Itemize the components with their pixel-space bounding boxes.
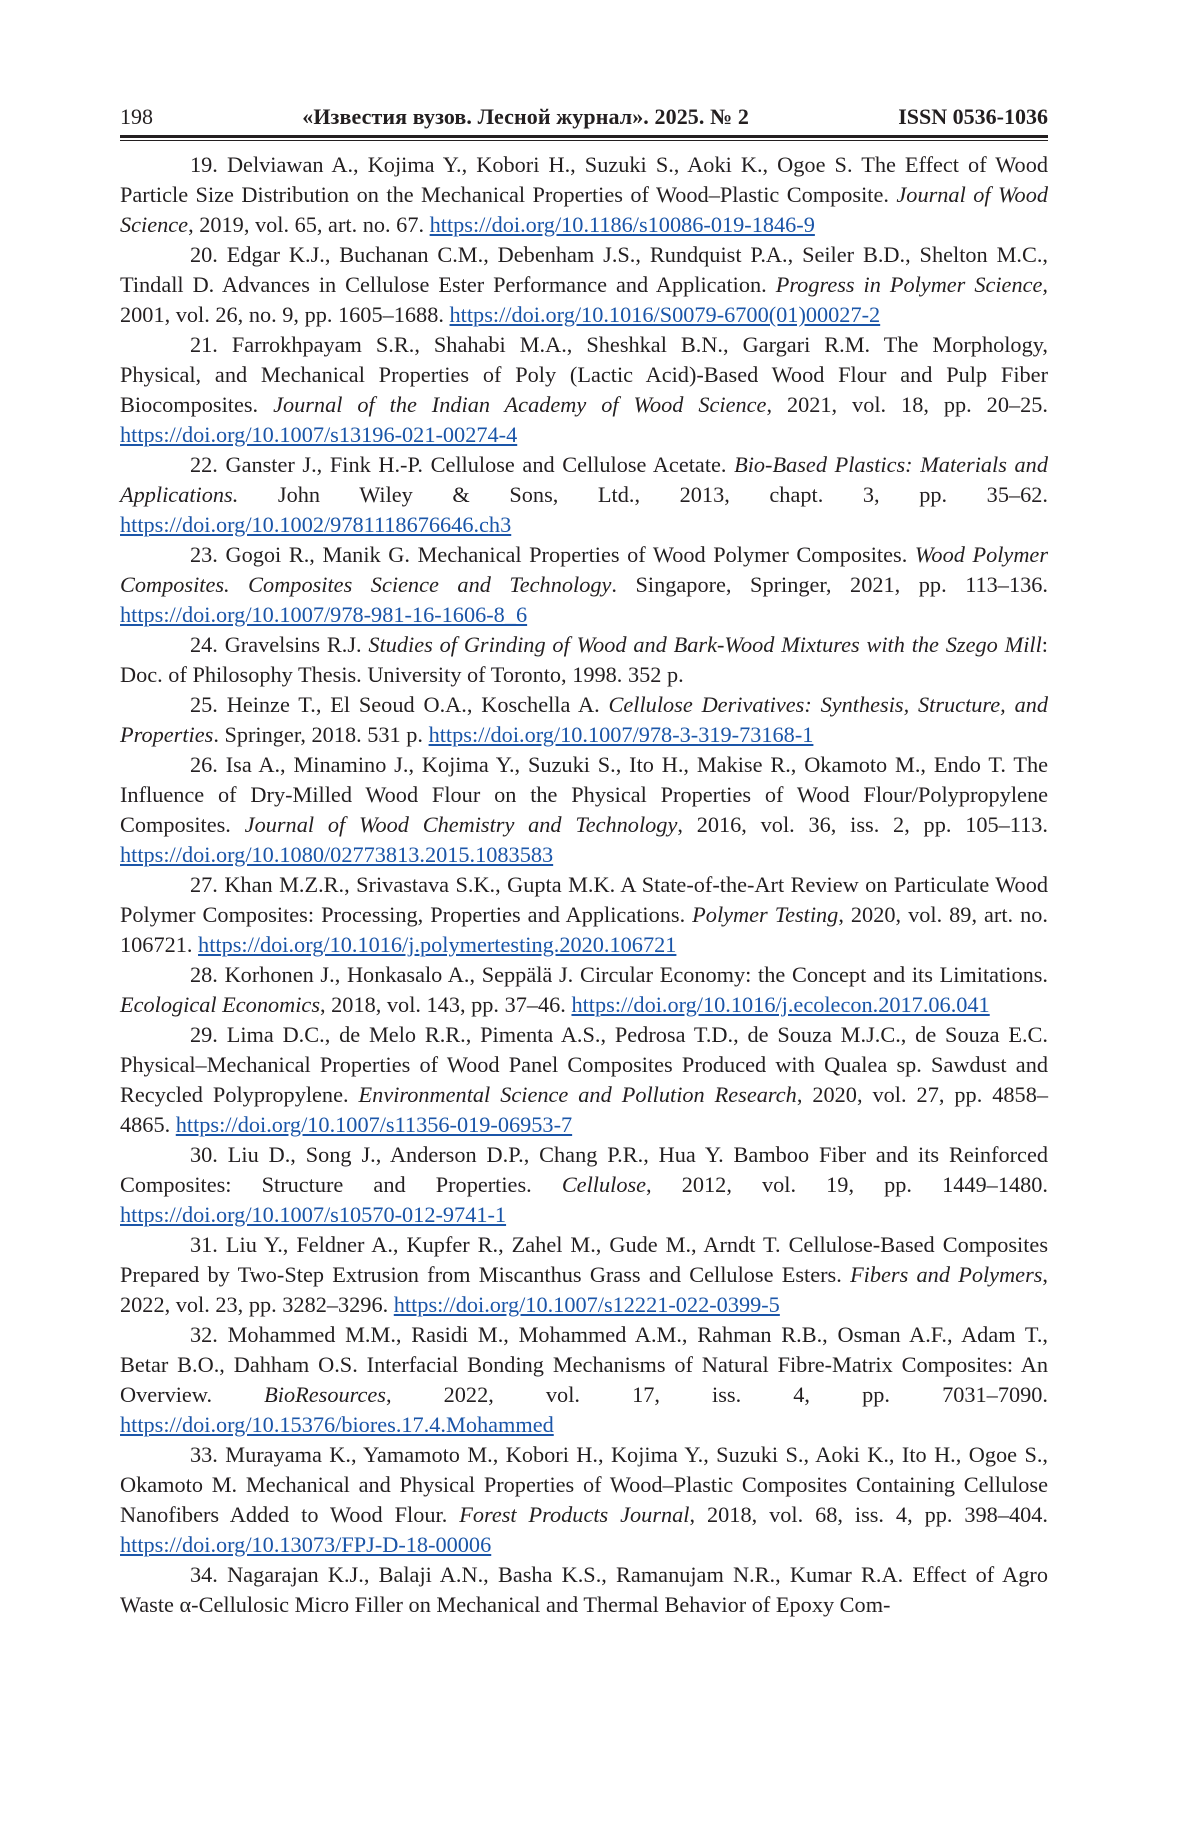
- doi-link[interactable]: https://doi.org/10.1016/j.polymertesting.2020.106721: [198, 932, 677, 957]
- reference-item: 24. Gravelsins R.J. Studies of Grinding of Wood and Bark-Wood Mixtures with the Szego Mill: Doc. of Philosophy Thesis. University of Toronto, 1998. 352 p.: [120, 632, 1048, 687]
- reference-item: 28. Korhonen J., Honkasalo A., Seppälä J. Circular Economy: the Concept and its Limitations. Ecological Economics, 2018, vol. 143, pp. 37–46. https://doi.org/10.1016/j.ecolecon.2017.06.041: [120, 962, 1048, 1017]
- journal-page: [120, 104, 1048, 1620]
- reference-item: 19. Delviawan A., Kojima Y., Kobori H., Suzuki S., Aoki K., Ogoe S. The Effect of Wood Particle Size Distribution on the Mechanical Properties of Wood–Plastic Composite. Journal of Wood Science, 2019, vol. 65, art. no. 67. https://doi.org/10.1186/s10086-019-1846-9: [120, 152, 1049, 237]
- reference-item: 22. Ganster J., Fink H.-P. Cellulose and Cellulose Acetate. Bio-Based Plastics: Materials and Applications. John Wiley & Sons, Ltd., 2013, chapt. 3, pp. 35–62. https://doi.org/10.1002/9781118676646.ch3: [120, 452, 1048, 537]
- reference-list: [120, 150, 1048, 1620]
- doi-link[interactable]: https://doi.org/10.1007/s13196-021-00274-4: [120, 422, 518, 447]
- reference-item: 21. Farrokhpayam S.R., Shahabi M.A., Sheshkal B.N., Gargari R.M. The Morphology, Physical, and Mechanical Properties of Poly (Lactic Acid)-Based Wood Flour and Pulp Fiber Biocomposites. Journal of the Indian Academy of Wood Science, 2021, vol. 18, pp. 20–25. https://doi.org/10.1007/s13196-021-00274-4: [120, 332, 1049, 447]
- reference-item: 29. Lima D.C., de Melo R.R., Pimenta A.S., Pedrosa T.D., de Souza M.J.C., de Souza E.C. Physical–Mechanical Properties of Wood Panel Composites Produced with Qualea sp. Sawdust and Recycled Polypropylene. Environmental Science and Pollution Research, 2020, vol. 27, pp. 4858–4865. https://doi.org/10.1007/s11356-019-06953-7: [120, 1022, 1049, 1137]
- reference-item: 20. Edgar K.J., Buchanan C.M., Debenham J.S., Rundquist P.A., Seiler B.D., Shelton M.C., Tindall D. Advances in Cellulose Ester Performance and Application. Progress in Polymer Science, 2001, vol. 26, no. 9, pp. 1605–1688. https://doi.org/10.1016/S0079-6700(01)00027-2: [120, 242, 1049, 327]
- header-rule-thin: [120, 140, 1048, 141]
- reference-item: 33. Murayama K., Yamamoto M., Kobori H., Kojima Y., Suzuki S., Aoki K., Ito H., Ogoe S., Okamoto M. Mechanical and Physical Properties of Wood–Plastic Composites Containing Cellulose Nanofibers Added to Wood Flour. Forest Products Journal, 2018, vol. 68, iss. 4, pp. 398–404. https://doi.org/10.13073/FPJ-D-18-00006: [120, 1442, 1049, 1557]
- reference-item: 26. Isa A., Minamino J., Kojima Y., Suzuki S., Ito H., Makise R., Okamoto M., Endo T. The Influence of Dry-Milled Wood Flour on the Physical Properties of Wood Flour/Polypropylene Composites. Journal of Wood Chemistry and Technology, 2016, vol. 36, iss. 2, pp. 105–113. https://doi.org/10.1080/02773813.2015.1083583: [120, 752, 1049, 867]
- doi-link[interactable]: https://doi.org/10.1007/978-3-319-73168-1: [428, 722, 814, 747]
- doi-link[interactable]: https://doi.org/10.1186/s10086-019-1846-9: [429, 212, 815, 237]
- doi-link[interactable]: https://doi.org/10.1007/978-981-16-1606-8_6: [120, 602, 528, 627]
- doi-link[interactable]: https://doi.org/10.1007/s12221-022-0399-5: [393, 1292, 780, 1317]
- doi-link[interactable]: https://doi.org/10.1016/S0079-6700(01)00027-2: [449, 302, 881, 327]
- reference-item: 25. Heinze T., El Seoud O.A., Koschella A. Cellulose Derivatives: Synthesis, Structure, and Properties. Springer, 2018. 531 p. https://doi.org/10.1007/978-3-319-73168-1: [120, 692, 1049, 747]
- doi-link[interactable]: https://doi.org/10.13073/FPJ-D-18-00006: [120, 1532, 492, 1557]
- reference-item: 23. Gogoi R., Manik G. Mechanical Properties of Wood Polymer Composites. Wood Polymer Composites. Composites Science and Technology. Singapore, Springer, 2021, pp. 113–136. https://doi.org/10.1007/978-981-16-1606-8_6: [120, 542, 1048, 627]
- doi-link[interactable]: https://doi.org/10.1007/s11356-019-06953-7: [175, 1112, 573, 1137]
- reference-item: 30. Liu D., Song J., Anderson D.P., Chang P.R., Hua Y. Bamboo Fiber and its Reinforced Composites: Structure and Properties. Cellulose, 2012, vol. 19, pp. 1449–1480. https://doi.org/10.1007/s10570-012-9741-1: [120, 1142, 1049, 1227]
- page-number: 198: [120, 104, 153, 129]
- doi-link[interactable]: https://doi.org/10.15376/biores.17.4.Mohammed: [120, 1412, 554, 1437]
- reference-item: 34. Nagarajan K.J., Balaji A.N., Basha K.S., Ramanujam N.R., Kumar R.A. Effect of Agro Waste α-Cellulosic Micro Filler on Mechanical and Thermal Behavior of Epoxy Com-: [120, 1562, 1048, 1617]
- doi-link[interactable]: https://doi.org/10.1007/s10570-012-9741-1: [120, 1202, 507, 1227]
- reference-item: 32. Mohammed M.M., Rasidi M., Mohammed A.M., Rahman R.B., Osman A.F., Adam T., Betar B.O., Dahham O.S. Interfacial Bonding Mechanisms of Natural Fibre-Matrix Composites: An Overview. BioResources, 2022, vol. 17, iss. 4, pp. 7031–7090. https://doi.org/10.15376/biores.17.4.Mohammed: [120, 1322, 1049, 1437]
- journal-title: «Известия вузов. Лесной журнал». 2025. № 2: [302, 104, 750, 129]
- issn: ISSN 0536-1036: [898, 104, 1048, 129]
- doi-link[interactable]: https://doi.org/10.1002/9781118676646.ch3: [120, 512, 512, 537]
- running-header: [120, 104, 1048, 135]
- doi-link[interactable]: https://doi.org/10.1016/j.ecolecon.2017.06.041: [571, 992, 990, 1017]
- doi-link[interactable]: https://doi.org/10.1080/02773813.2015.1083583: [120, 842, 554, 867]
- reference-item: 31. Liu Y., Feldner A., Kupfer R., Zahel M., Gude M., Arndt T. Cellulose-Based Composites Prepared by Two-Step Extrusion from Miscanthus Grass and Cellulose Esters. Fibers and Polymers, 2022, vol. 23, pp. 3282–3296. https://doi.org/10.1007/s12221-022-0399-5: [120, 1232, 1048, 1317]
- reference-item: 27. Khan M.Z.R., Srivastava S.K., Gupta M.K. A State-of-the-Art Review on Particulate Wood Polymer Composites: Processing, Properties and Applications. Polymer Testing, 2020, vol. 89, art. no. 106721. https://doi.org/10.1016/j.polymertesting.2020.106721: [120, 872, 1048, 957]
